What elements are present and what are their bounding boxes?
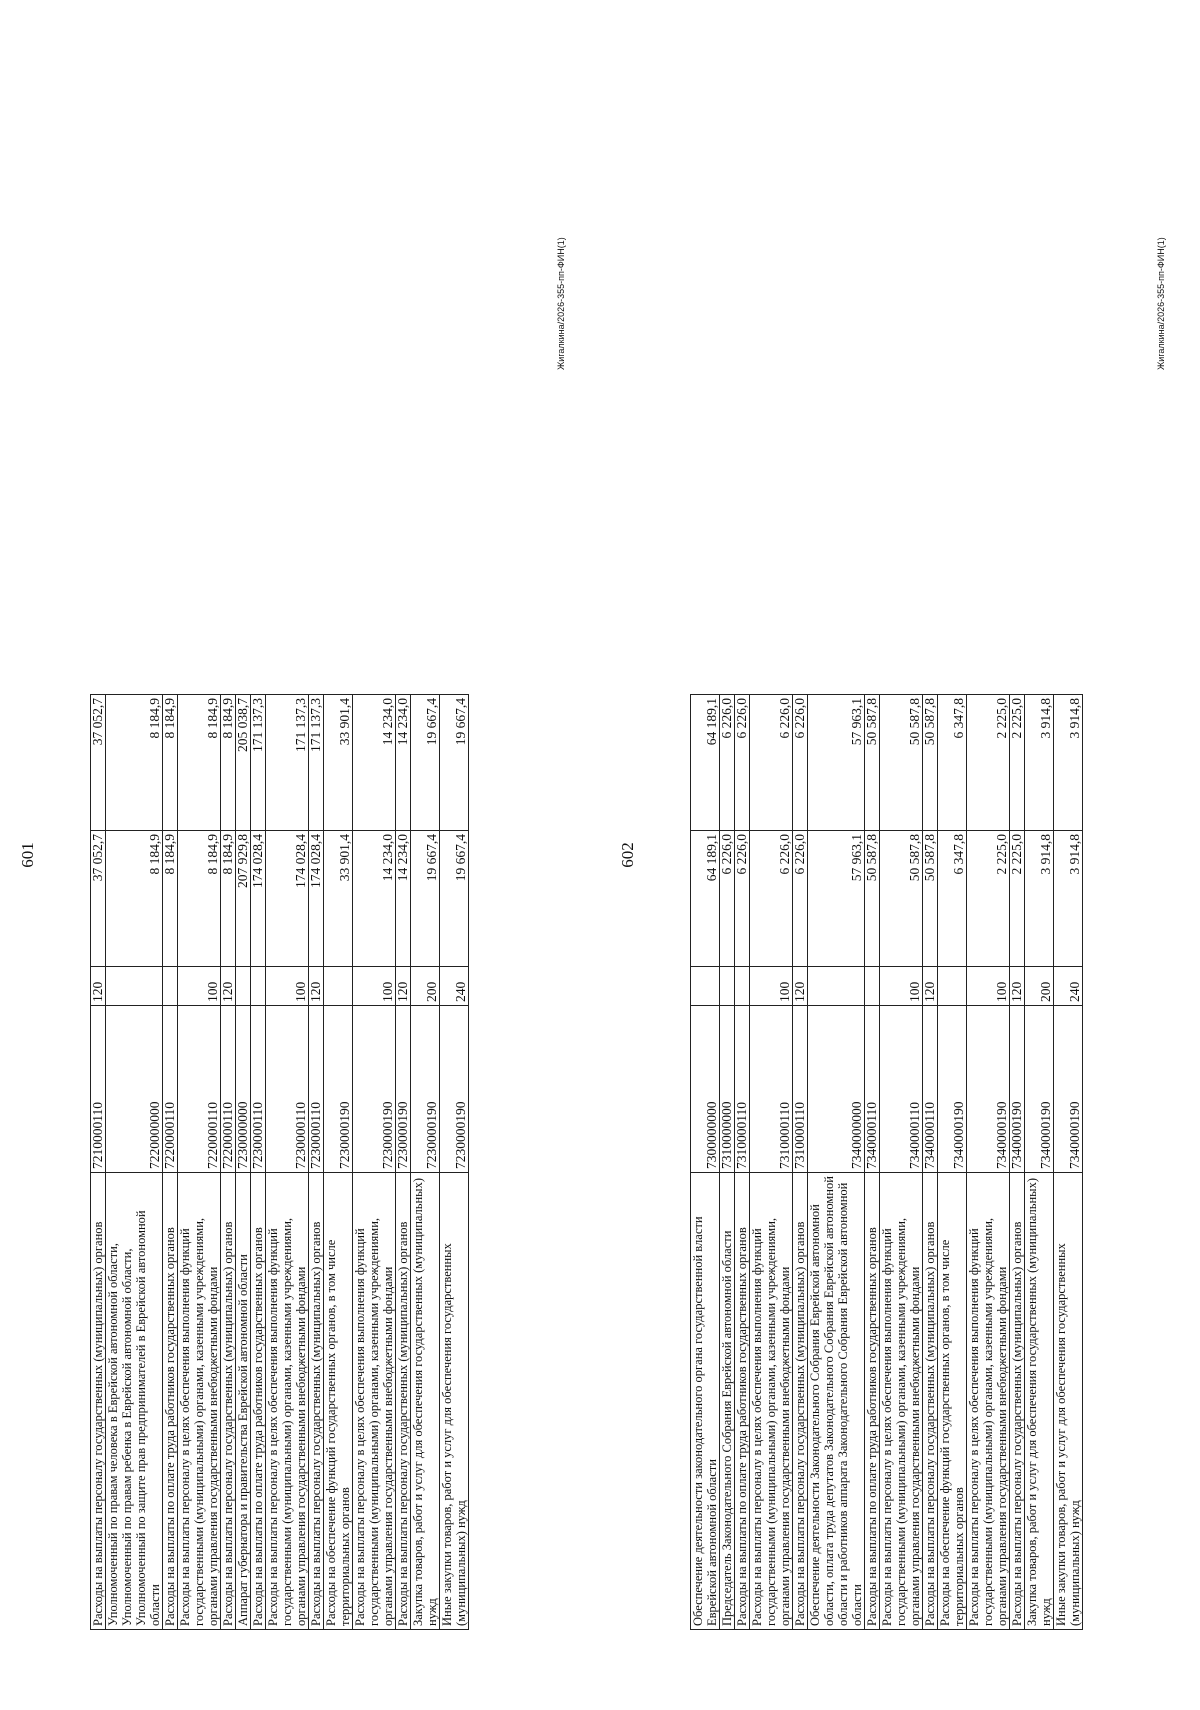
expense-type-code: 120 (923, 967, 938, 1006)
table-row (221, 695, 236, 1630)
budget-table (90, 694, 469, 1630)
amount-year-2: 57 963,1 (808, 695, 865, 831)
target-code: 7300000000 (691, 1006, 720, 1173)
expense-type-code: 100 (178, 967, 221, 1006)
amount-year-2: 6 226,0 (793, 695, 808, 831)
amount-year-1: 174 028,4 (309, 831, 324, 967)
table-row (163, 695, 178, 1630)
table-row (236, 695, 251, 1630)
amount-year-2: 19 667,4 (440, 695, 469, 831)
table-row (251, 695, 266, 1630)
amount-year-2: 3 914,8 (1054, 695, 1083, 831)
amount-year-2: 6 226,0 (720, 695, 735, 831)
table-row (865, 695, 880, 1630)
expense-type-code (938, 967, 967, 1006)
document-footer: Жигалкина/2026-355-пп-ФИН(1) (556, 237, 566, 370)
amount-year-1: 174 028,4 (266, 831, 309, 967)
target-code: 7310000110 (750, 1006, 793, 1173)
target-code: 7230000110 (309, 1006, 324, 1173)
expense-type-code: 100 (353, 967, 396, 1006)
amount-year-1: 2 225,0 (1010, 831, 1025, 967)
amount-year-2: 171 137,3 (266, 695, 309, 831)
expense-type-code (163, 967, 178, 1006)
expense-name: Расходы на выплаты персоналу в целях обеспечения выполнения функций государственными (муниципальными) органами, казенными учреждениями, органами управления государственными внебюджетными фондами (266, 1173, 309, 1630)
expense-name: Расходы на выплаты персоналу государственных (муниципальных) органов (396, 1173, 411, 1630)
expense-type-code: 120 (91, 967, 106, 1006)
expense-name: Расходы на выплаты персоналу государственных (муниципальных) органов (309, 1173, 324, 1630)
amount-year-2: 50 587,8 (880, 695, 923, 831)
target-code: 7220000110 (178, 1006, 221, 1173)
expense-type-code (720, 967, 735, 1006)
amount-year-1: 19 667,4 (411, 831, 440, 967)
expense-type-code: 120 (309, 967, 324, 1006)
expense-type-code: 240 (440, 967, 469, 1006)
amount-year-1: 6 226,0 (720, 831, 735, 967)
amount-year-2: 64 189,1 (691, 695, 720, 831)
amount-year-1: 37 052,7 (91, 831, 106, 967)
amount-year-1: 33 901,4 (324, 831, 353, 967)
amount-year-2: 37 052,7 (91, 695, 106, 831)
amount-year-1: 6 226,0 (735, 831, 750, 967)
amount-year-1: 8 184,9 (221, 831, 236, 967)
expense-name: Обеспечение деятельности законодательного органа государственной власти Еврейской автономной области (691, 1173, 720, 1630)
table-row (1010, 695, 1025, 1630)
table-row (691, 695, 720, 1630)
expense-type-code: 200 (411, 967, 440, 1006)
expense-name: Председатель Законодательного Собрания Еврейской автономной области (720, 1173, 735, 1630)
amount-year-1: 3 914,8 (1054, 831, 1083, 967)
amount-year-1: 3 914,8 (1025, 831, 1054, 967)
expense-name: Иные закупки товаров, работ и услуг для обеспечения государственных (муниципальных) нужд (1054, 1173, 1083, 1630)
expense-name: Закупка товаров, работ и услуг для обеспечения государственных (муниципальных) нужд (1025, 1173, 1054, 1630)
amount-year-2: 2 225,0 (1010, 695, 1025, 831)
amount-year-2: 8 184,9 (163, 695, 178, 831)
expense-name: Расходы на выплаты персоналу в целях обеспечения выполнения функций государственными (муниципальными) органами, казенными учреждениями, органами управления государственными внебюджетными фондами (178, 1173, 221, 1630)
expense-type-code: 200 (1025, 967, 1054, 1006)
target-code: 7230000190 (411, 1006, 440, 1173)
expense-type-code (865, 967, 880, 1006)
expense-type-code (236, 967, 251, 1006)
target-code: 7310000000 (720, 1006, 735, 1173)
table-row (793, 695, 808, 1630)
target-code: 7230000190 (440, 1006, 469, 1173)
table-row (411, 695, 440, 1630)
amount-year-1: 8 184,9 (163, 831, 178, 967)
amount-year-1: 14 234,0 (396, 831, 411, 967)
target-code: 7310000110 (735, 1006, 750, 1173)
amount-year-2: 8 184,9 (106, 695, 163, 831)
target-code: 7220000110 (163, 1006, 178, 1173)
amount-year-1: 50 587,8 (923, 831, 938, 967)
expense-name: Расходы на выплаты по оплате труда работников государственных органов (251, 1173, 266, 1630)
expense-type-code: 240 (1054, 967, 1083, 1006)
amount-year-1: 57 963,1 (808, 831, 865, 967)
expense-name: Расходы на выплаты по оплате труда работников государственных органов (163, 1173, 178, 1630)
amount-year-2: 50 587,8 (865, 695, 880, 831)
amount-year-1: 14 234,0 (353, 831, 396, 967)
table-row (808, 695, 865, 1630)
amount-year-1: 6 226,0 (793, 831, 808, 967)
table-row (440, 695, 469, 1630)
table-row (324, 695, 353, 1630)
target-code: 7230000190 (396, 1006, 411, 1173)
amount-year-1: 6 347,8 (938, 831, 967, 967)
amount-year-2: 14 234,0 (353, 695, 396, 831)
table-row (91, 695, 106, 1630)
expense-name: Расходы на выплаты по оплате труда работников государственных органов (735, 1173, 750, 1630)
expense-name: Расходы на выплаты персоналу государственных (муниципальных) органов (1010, 1173, 1025, 1630)
target-code: 7210000110 (91, 1006, 106, 1173)
target-code: 7340000110 (923, 1006, 938, 1173)
amount-year-1: 64 189,1 (691, 831, 720, 967)
target-code: 7230000110 (251, 1006, 266, 1173)
page-number: 601 (18, 842, 37, 868)
expense-name: Расходы на выплаты персоналу государственных (муниципальных) органов (923, 1173, 938, 1630)
amount-year-2: 171 137,3 (251, 695, 266, 831)
expense-type-code (808, 967, 865, 1006)
amount-year-1: 174 028,4 (251, 831, 266, 967)
expense-name: Расходы на выплаты по оплате труда работников государственных органов (865, 1173, 880, 1630)
expense-type-code: 120 (793, 967, 808, 1006)
expense-name: Расходы на выплаты персоналу в целях обеспечения выполнения функций государственными (муниципальными) органами, казенными учреждениями, органами управления государственными внебюджетными фондами (880, 1173, 923, 1630)
expense-type-code: 100 (967, 967, 1010, 1006)
expense-type-code (735, 967, 750, 1006)
table-row (309, 695, 324, 1630)
expense-name: Расходы на выплаты персоналу в целях обеспечения выполнения функций государственными (муниципальными) органами, казенными учреждениями, органами управления государственными внебюджетными фондами (967, 1173, 1010, 1630)
amount-year-2: 50 587,8 (923, 695, 938, 831)
expense-type-code (251, 967, 266, 1006)
amount-year-1: 8 184,9 (106, 831, 163, 967)
amount-year-2: 3 914,8 (1025, 695, 1054, 831)
target-code: 7340000110 (880, 1006, 923, 1173)
table-row (967, 695, 1010, 1630)
expense-type-code (691, 967, 720, 1006)
expense-type-code: 100 (880, 967, 923, 1006)
table-row (750, 695, 793, 1630)
amount-year-2: 8 184,9 (178, 695, 221, 831)
target-code: 7310000110 (793, 1006, 808, 1173)
expense-type-code (324, 967, 353, 1006)
expense-type-code: 120 (221, 967, 236, 1006)
table-row (178, 695, 221, 1630)
expense-name: Иные закупки товаров, работ и услуг для обеспечения государственных (муниципальных) нужд (440, 1173, 469, 1630)
amount-year-2: 6 226,0 (750, 695, 793, 831)
expense-type-code (106, 967, 163, 1006)
target-code: 7230000190 (353, 1006, 396, 1173)
table-row (266, 695, 309, 1630)
amount-year-2: 33 901,4 (324, 695, 353, 831)
expense-name: Расходы на выплаты персоналу в целях обеспечения выполнения функций государственными (муниципальными) органами, казенными учреждениями, органами управления государственными внебюджетными фондами (353, 1173, 396, 1630)
amount-year-1: 6 226,0 (750, 831, 793, 967)
table-row (923, 695, 938, 1630)
expense-name: Расходы на обеспечение функций государственных органов, в том числе территориальных органов (938, 1173, 967, 1630)
expense-name: Расходы на обеспечение функций государственных органов, в том числе территориальных органов (324, 1173, 353, 1630)
budget-table (690, 694, 1083, 1630)
amount-year-1: 8 184,9 (178, 831, 221, 967)
expense-name: Закупка товаров, работ и услуг для обеспечения государственных (муниципальных) нужд (411, 1173, 440, 1630)
target-code: 7230000190 (324, 1006, 353, 1173)
amount-year-1: 207 929,8 (236, 831, 251, 967)
table-row (1025, 695, 1054, 1630)
target-code: 7340000190 (1010, 1006, 1025, 1173)
expense-type-code: 120 (396, 967, 411, 1006)
target-code: 7340000190 (967, 1006, 1010, 1173)
expense-type-code: 100 (266, 967, 309, 1006)
expense-name: Расходы на выплаты персоналу государственных (муниципальных) органов (793, 1173, 808, 1630)
amount-year-1: 50 587,8 (880, 831, 923, 967)
expense-name: Аппарат губернатора и правительства Еврейской автономной области (236, 1173, 251, 1630)
amount-year-2: 6 347,8 (938, 695, 967, 831)
table-row (720, 695, 735, 1630)
target-code: 7340000190 (1054, 1006, 1083, 1173)
amount-year-2: 205 038,7 (236, 695, 251, 831)
amount-year-1: 2 225,0 (967, 831, 1010, 967)
table-row (353, 695, 396, 1630)
target-code: 7220000110 (221, 1006, 236, 1173)
amount-year-2: 2 225,0 (967, 695, 1010, 831)
expense-name: Расходы на выплаты персоналу государственных (муниципальных) органов (91, 1173, 106, 1630)
amount-year-2: 8 184,9 (221, 695, 236, 831)
amount-year-2: 19 667,4 (411, 695, 440, 831)
table-row (938, 695, 967, 1630)
expense-name: Уполномоченный по правам человека в Еврейской автономной области, Уполномоченный по правам ребенка в Еврейской автономной области, Уполномоченный по защите прав предпринимателей в Еврейской автономной области (106, 1173, 163, 1630)
page-number: 602 (618, 842, 637, 868)
target-code: 7340000190 (1025, 1006, 1054, 1173)
expense-type-code: 100 (750, 967, 793, 1006)
table-row (1054, 695, 1083, 1630)
expense-type-code: 120 (1010, 967, 1025, 1006)
document-footer: Жигалкина/2026-355-пп-ФИН(1) (1156, 237, 1166, 370)
target-code: 7230000110 (266, 1006, 309, 1173)
amount-year-2: 6 226,0 (735, 695, 750, 831)
target-code: 7220000000 (106, 1006, 163, 1173)
amount-year-2: 14 234,0 (396, 695, 411, 831)
amount-year-2: 171 137,3 (309, 695, 324, 831)
target-code: 7340000000 (808, 1006, 865, 1173)
target-code: 7230000000 (236, 1006, 251, 1173)
target-code: 7340000110 (865, 1006, 880, 1173)
amount-year-1: 50 587,8 (865, 831, 880, 967)
page-602 (600, 0, 1200, 1710)
table-row (735, 695, 750, 1630)
expense-name: Обеспечение деятельности Законодательного Собрания Еврейской автономной области, оплата труда депутатов Законодательного Собрания Еврейской автономной области и работников аппарата Законодательного Собрания Еврейской автономной области (808, 1173, 865, 1630)
expense-name: Расходы на выплаты персоналу государственных (муниципальных) органов (221, 1173, 236, 1630)
table-row (106, 695, 163, 1630)
table-row (396, 695, 411, 1630)
table-row (880, 695, 923, 1630)
expense-name: Расходы на выплаты персоналу в целях обеспечения выполнения функций государственными (муниципальными) органами, казенными учреждениями, органами управления государственными внебюджетными фондами (750, 1173, 793, 1630)
amount-year-1: 19 667,4 (440, 831, 469, 967)
target-code: 7340000190 (938, 1006, 967, 1173)
